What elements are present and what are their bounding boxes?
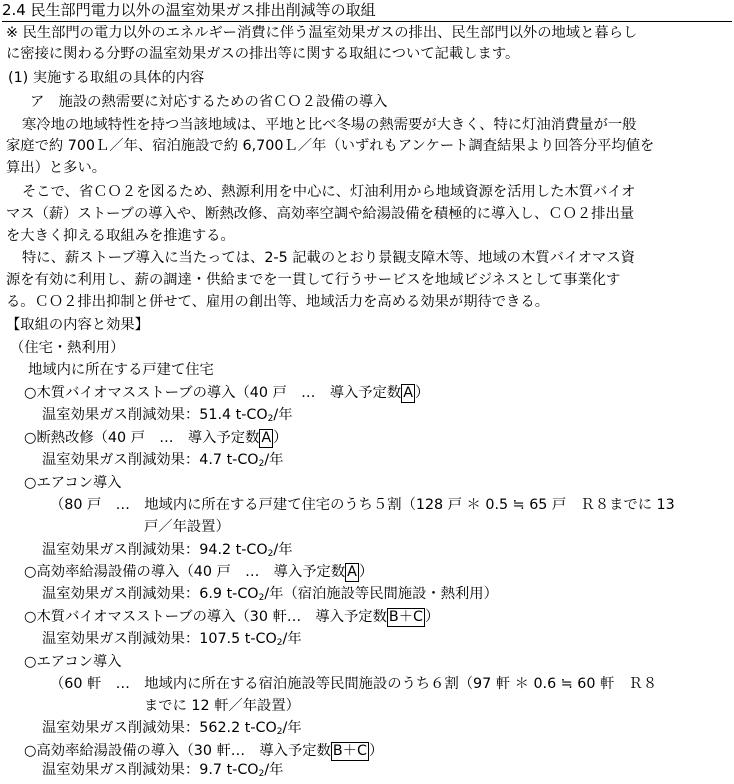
paragraph-line: を大きく抑える取組みを推進する。 xyxy=(6,228,235,244)
measure-detail: （80 戸 … 地域内に所在する戸建て住宅のうち５割（128 戸 ＊ 0.5 ≒ 65 戸 Ｒ８までに 13 xyxy=(50,497,675,513)
section-heading: 2.4 民生部門電力以外の温室効果ガス排出削減等の取組 xyxy=(2,0,732,22)
effect-line: 温室効果ガス削減効果：51.4 $t-CO_2/$年 xyxy=(42,407,293,424)
paragraph-line: る。ＣＯ２排出抑制と併せて、雇用の創出等、地域活力を高める効果が期待できる。 xyxy=(6,294,549,310)
plan-box: A xyxy=(347,564,357,580)
measure-item: ○高効率給湯設備の導入（40 戸 … 導入予定数 A ） xyxy=(24,564,374,580)
paragraph-line: 寒冷地の地域特性を持つ当該地域は、平地と比べ冬場の熱需要が大きく、特に灯油消費量が一般 xyxy=(22,117,637,133)
measure-item: ○エアコン導入 xyxy=(24,475,122,491)
paragraph-line: マス（薪）ストーブの導入や、断熱改修、高効率空調や給湯設備を積極的に導入し、ＣＯ２排出量 xyxy=(6,206,635,222)
intro-line-2: に密接に関わる分野の温室効果ガスの排出等に関する取組について記載します。 xyxy=(6,46,520,62)
measure-detail: （60 軒 … 地域内に所在する宿泊施設等民間施設のうち６割（97 軒 ＊ 0.6 ≒ 60 軒 Ｒ８ xyxy=(50,676,658,692)
group-label: 地域内に所在する戸建て住宅 xyxy=(28,362,214,378)
plan-box: A xyxy=(261,430,272,446)
effect-line: 温室効果ガス削減効果：6.9 $t-CO_2/$年（宿泊施設等民間施設・熱利用） xyxy=(42,586,498,603)
measure-item: ○高効率給湯設備の導入（30 軒… 導入予定数 B＋C ） xyxy=(24,743,384,759)
effect-line: 温室効果ガス削減効果：4.7 $t-CO_2/$年 xyxy=(42,452,284,469)
paragraph-line: 特に、薪ストーブ導入に当たっては、2-5 記載のとおり景観支障木等、地域の木質バイオマス資 xyxy=(22,250,635,266)
category-note: （宿泊施設等民間施設・熱利用） xyxy=(283,586,498,602)
measure-item: ○木質バイオマスストーブの導入（30 軒… 導入予定数 B＋C ） xyxy=(24,609,440,625)
measure-detail: 戸／年設置） xyxy=(144,519,230,535)
effects-heading: 【取組の内容と効果】 xyxy=(6,317,149,333)
plan-box: B＋C xyxy=(332,743,367,759)
category-label: （住宅・熱利用） xyxy=(10,340,125,356)
measure-detail: までに 12 軒／年設置） xyxy=(144,698,300,714)
item-a-title: ア 施設の熱需要に対応するための省ＣＯ２設備の導入 xyxy=(30,94,388,110)
paragraph-line: そこで、省ＣＯ２を図るため、熱源利用を中心に、灯油利用から地域資源を活用した木質バイオ xyxy=(22,184,636,200)
paragraph-line: 算出）と多い。 xyxy=(6,160,107,176)
subsection-title: (1) 実施する取組の具体的内容 xyxy=(8,70,205,86)
effect-line: 温室効果ガス削減効果：94.2 $t-CO_2/$年 xyxy=(42,542,293,559)
effect-line: 温室効果ガス削減効果：107.5 $t-CO_2/$年 xyxy=(42,631,302,648)
plan-box: B＋C xyxy=(388,609,423,625)
measure-item: ○エアコン導入 xyxy=(24,654,122,670)
measure-item: ○木質バイオマスストーブの導入（40 戸 … 導入予定数 A ） xyxy=(24,385,430,401)
measure-item: ○断熱改修（40 戸 … 導入予定数 A ） xyxy=(24,430,288,446)
effect-line: 温室効果ガス削減効果：562.2 $t-CO_2/$年 xyxy=(42,720,302,737)
paragraph-line: 源を有効に利用し、薪の調達・供給までを一貫して行うサービスを地域ビジネスとして事業化す xyxy=(6,272,621,288)
effect-line: 温室効果ガス削減効果：9.7 $t-CO_2/$年 xyxy=(42,762,284,779)
paragraph-line: 家庭で約 700Ｌ／年、宿泊施設で約 6,700Ｌ／年（いずれもアンケート調査結果より回答分平均値を xyxy=(6,138,655,154)
plan-box: A xyxy=(403,385,413,401)
intro-line-1: ※ 民生部門の電力以外のエネルギー消費に伴う温室効果ガスの排出、民生部門以外の地域と暮らし xyxy=(6,25,638,41)
